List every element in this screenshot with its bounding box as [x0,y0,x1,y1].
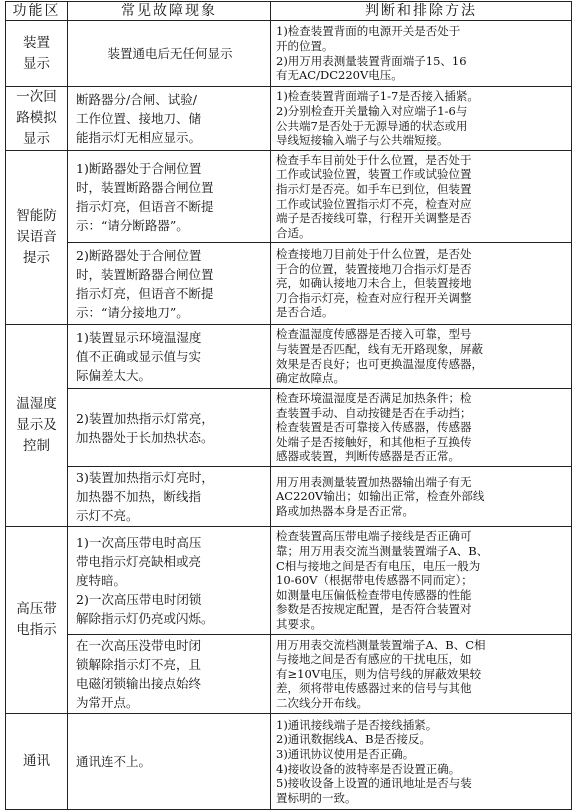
method-cell: 1)检查装置背面的电源开关是否处于 开的位置。 2)用万用表测量装置背面端子15、16 有无AC/DC220V电压。 [271,21,572,87]
function-cell: 高压带 电指示 [6,527,68,714]
function-cell: 装置 显示 [6,21,68,87]
table-row [6,151,572,243]
header-function-area: 功能区 [6,2,68,21]
function-cell: 通讯 [6,714,68,810]
fault-table [5,1,572,810]
table-row [6,243,572,325]
table-row [6,87,572,151]
method-cell: 检查接地刀目前处于什么位置，是否处 于合的位置，装置接地刀合指示灯是否 亮，如确认接地刀未合上，但装置接地 刀合指示灯亮，检查对应行程开关调整 是否合适。 [271,243,572,325]
method-cell: 用万用表交流档测量装置端子A、B、C相 与接地之间是否有感应的干扰电压，如 有≥10V电压，则为信号线的屏蔽效果较 差，须将带电传感器过来的信号与其他 二次线分开布线。 [271,635,572,714]
function-cell: 温湿度 显示及 控制 [6,325,68,527]
table-row [6,21,572,87]
symptom-cell: 1)一次高压带电时高压 带电指示灯亮缺相或亮 度特暗。 2)一次高压带电时闭锁 解除指示灯仍亮或闪烁。 [68,527,271,635]
symptom-cell: 3)装置加热指示灯亮时， 加热器不加热，断线指 示灯不亮。 [68,467,271,527]
method-cell: 1)通讯接线端子是否接线插紧。 2)通讯数据线A、B是否接反。 3)通讯协议使用是否正确。 4)接收设备的波特率是否设置正确。 5)接收设备上设置的通讯地址是否与装 置标明的一致。 [271,714,572,810]
table-row [6,467,572,527]
table-row [6,325,572,389]
symptom-cell: 2)装置加热指示灯常亮， 加热器处于长加热状态。 [68,389,271,467]
symptom-cell: 1)装置显示环境温湿度 值不正确或显示值与实 际偏差太大。 [68,325,271,389]
method-cell: 用万用表测量装置加热器输出端子有无 AC220V输出；如输出正常，检查外部线 路或加热器本身是否正常。 [271,467,572,527]
symptom-cell: 断路器分/合闸、试验/ 工作位置、接地刀、储 能指示灯无相应显示。 [68,87,271,151]
method-cell: 检查环境温湿度是否满足加热条件；检 查装置手动、自动按键是否在手动挡； 检查装置是否可靠接入传感器，传感器 处端子是否接触好，和其他柜子互换传 感器或装置，判断传感器是否正常。 [271,389,572,467]
function-cell: 智能防 误语音 提示 [6,151,68,325]
method-cell: 检查手车目前处于什么位置，是否处于 工作或试验位置，装置工作或试验位置 指示灯是否亮。如手车已到位，但装置 工作或试验位置指示灯不亮，检查对应 端子是否接线可靠，行程开关调整是否 合适。 [271,151,572,243]
method-cell: 检查温湿度传感器是否接入可靠，型号 与装置是否匹配，线有无开路现象，屏蔽 效果是否良好；也可更换温湿度传感器， 确定故障点。 [271,325,572,389]
table-row [6,389,572,467]
function-cell: 一次回 路模拟 显示 [6,87,68,151]
symptom-cell: 2)断路器处于合闸位置 时，装置断路器合闸位置 指示灯亮，但语音不断提 示：“请分接地刀”。 [68,243,271,325]
symptom-cell: 通讯连不上。 [68,714,271,810]
table-header-row [6,2,572,21]
header-method: 判断和排除方法 [271,2,572,21]
method-cell: 检查装置高压带电端子接线是否正确可 靠；用万用表交流当测量装置端子A、B、 C相与接地之间是否有电压，电压一般为 10-60V（根据带电传感器不同而定）； 如测量电压偏低检查带电传感器的性能 参数是否按规定配置，是否符合装置对 其要求。 [271,527,572,635]
symptom-cell: 1)断路器处于合闸位置 时，装置断路器合闸位置 指示灯亮，但语音不断提 示：“请分断路器”。 [68,151,271,243]
table-row [6,635,572,714]
table-row [6,527,572,635]
method-cell: 1)检查装置背面端子1-7是否接入插紧。 2)分别检查开关量输入对应端子1-6与 公共端7是否处于无源导通的状态或用 导线短接输入端子与公共端短接。 [271,87,572,151]
fault-table-container [5,1,572,810]
symptom-cell: 装置通电后无任何显示 [68,21,271,87]
header-symptom: 常见故障现象 [68,2,271,21]
table-row [6,714,572,810]
symptom-cell: 在一次高压没带电时闭 锁解除指示灯不亮，且 电磁闭锁输出接点始终 为常开点。 [68,635,271,714]
